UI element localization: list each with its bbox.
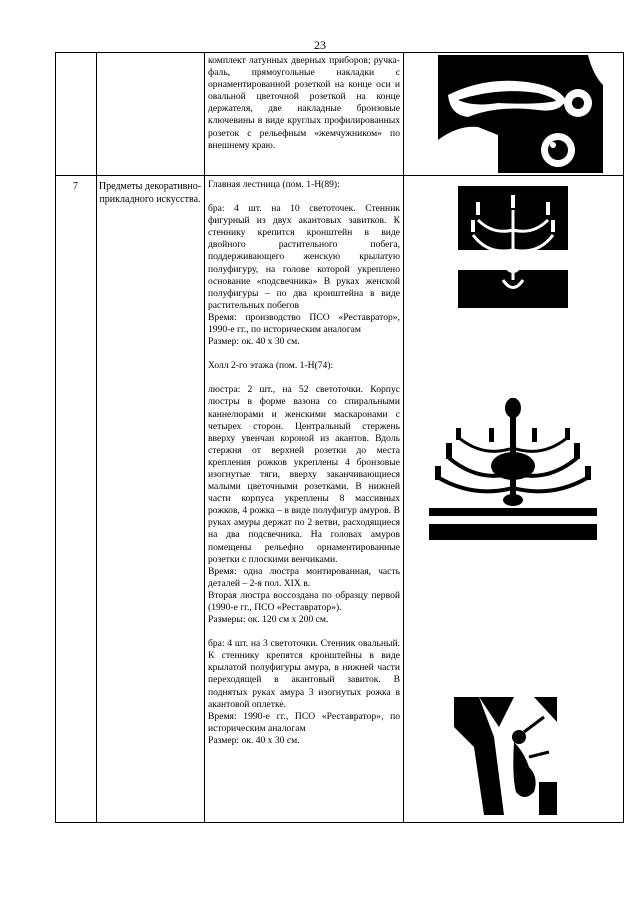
- item-size: Размер: ок. 40 х 30 см.: [208, 734, 300, 746]
- column-border: [96, 53, 97, 823]
- inventory-table: [55, 52, 624, 823]
- column-border: [403, 53, 404, 823]
- row-border: [55, 822, 624, 823]
- cupid-sconce-photo: [454, 697, 557, 815]
- item-time: Время: производство ПСО «Реставратор», 1990-е гг., по историческим аналогам: [208, 311, 400, 336]
- column-border: [204, 53, 205, 823]
- sconce-photo: [458, 180, 568, 308]
- item-description: бра: 4 шт. на 10 светоточек. Стенник фигурный из двух акантовых завитков. К стеннику крепится кронштейн в виде двойного растительного побега, поддерживающего женскую крылатую полуфигуру, на голове которой укреплено основание «подсвечника» В руках женской полуфигуры – по два кронштейна в виде растительных побегов: [208, 203, 400, 311]
- column-border: [623, 53, 624, 823]
- item-time: Время: 1990-е гг., ПСО «Реставратор», по историческим аналогам: [208, 710, 400, 734]
- section-heading: Главная лестница (пом. 1-Н(89):: [208, 179, 340, 190]
- row-border: [55, 175, 624, 176]
- chandelier-photo: [429, 388, 597, 540]
- item-time: Время: одна люстра монтированная, часть деталей – 2-я пол. XIX в.: [208, 565, 400, 589]
- row-7-description-cell: [208, 179, 400, 747]
- column-border: [55, 53, 56, 823]
- page-number: 23: [314, 38, 326, 52]
- item-note: Вторая люстра воссоздана по образцу первой (1990-е гг., ПСО «Реставратор»).: [208, 589, 400, 613]
- item-description: бра: 4 шт. на 3 светоточки. Стенник овальный. К стеннику крепятся кронштейны в виде крылатой полуфигуры амура, в нижней части переходящей в акантовый завиток. В поднятых руках амура 3 изогнутых рожка в акантовой оплетке.: [208, 638, 400, 710]
- door-hardware-photo: [438, 55, 603, 173]
- row-category: Предметы декоративно-прикладного искусства.: [98, 181, 202, 205]
- item-size: Размеры: ок. 120 см х 200 см.: [208, 614, 329, 626]
- row-number: 7: [73, 181, 78, 192]
- item-size: Размер: ок. 40 х 30 см.: [208, 336, 300, 348]
- item-description: люстра: 2 шт., на 52 светоточки. Корпус люстры в форме вазона со спиральными каннелюрами и женскими маскаронами с четырех сторон. Центральный стержень вверху увенчан короной из акантов. Вдоль стержня от верхней розетки до места крепления рожков укреплены 4 бронзовые изогнутые тяги, вверху заканчивающиеся малыми цветочными розетками. В нижней части корпуса укреплены 8 массивных рожков, 4 рожка – в виде полуфигур амуров. В руках амуры держат по 2 ветви, расходящиеся на два подсвечника. На головах амуров помещены рельефно орнаментированные розетки с плоскими венчиками.: [208, 384, 400, 565]
- row-top-description: комплект латунных дверных приборов; ручка-фаль, прямоугольные накладки с орнаментированной розеткой на конце оси и овальной цветочной розеткой на конце держателя, две накладные бронзовые ключевины в виде круглых профилированных розеток с рельефным «жемчужником» по внешнему краю.: [208, 55, 400, 151]
- section-heading: Холл 2-го этажа (пом. 1-Н(74):: [208, 360, 334, 372]
